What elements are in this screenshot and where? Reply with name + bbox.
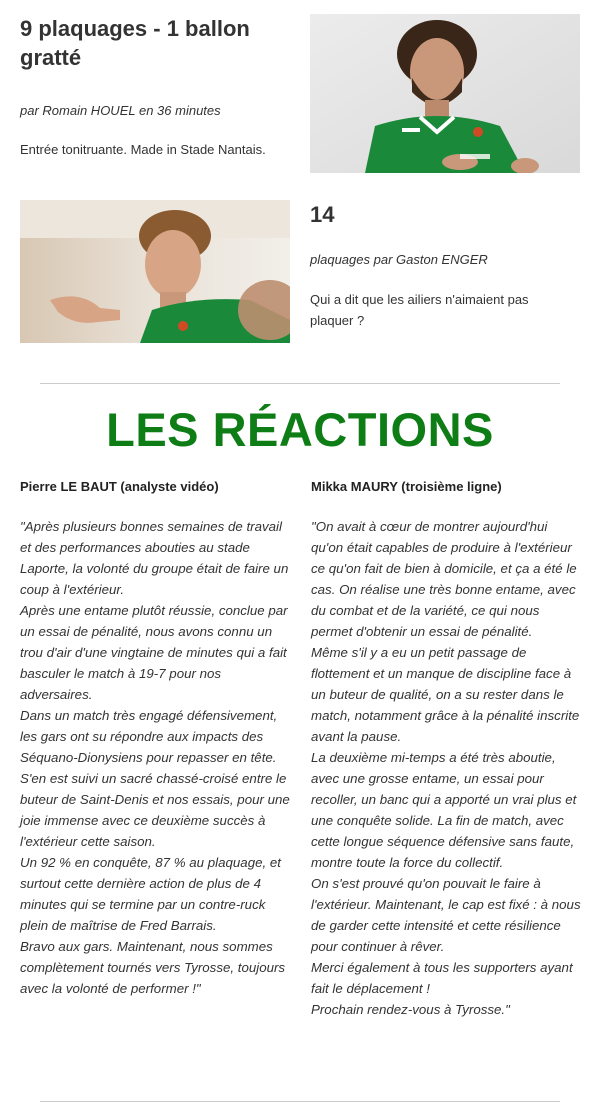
reaction-quote — [20, 516, 292, 999]
stat-byline: par Romain HOUEL en 36 minutes — [20, 103, 221, 118]
quote-paragraph: Dans un match très engagé défensivement, les gars ont su répondre aux impacts des Séquano-Dionysiens pour repasser en tête. S'en est suivi un sacré chassé-croisé entre le buteur de Saint-Denis et nos essais, pour une joie immense avec ce deuxième succès à l'extérieur cette saison. — [20, 708, 290, 849]
player-photo-houel — [310, 14, 580, 173]
reaction-author: Pierre LE BAUT (analyste vidéo) — [20, 479, 219, 494]
stat-byline: plaquages par Gaston ENGER — [310, 252, 488, 267]
quote-paragraph: Prochain rendez-vous à Tyrosse." — [311, 1002, 510, 1017]
stat-description: Entrée tonitruante. Made in Stade Nantais. — [20, 142, 266, 157]
quote-paragraph: Bravo aux gars. Maintenant, nous sommes complètement tournés vers Tyrosse, toujours avec la volonté de performer !" — [20, 939, 286, 996]
section-divider-bottom — [40, 1101, 560, 1102]
reaction-author: Mikka MAURY (troisième ligne) — [311, 479, 502, 494]
quote-paragraph: On s'est prouvé qu'on pouvait le faire à l'extérieur. Maintenant, le cap est fixé : à nous de garder cette intensité et cette résilience pour continuer à rêver. — [311, 876, 581, 954]
reaction-column-left — [20, 478, 292, 999]
quote-paragraph: Même s'il y a eu un petit passage de flottement et un manque de discipline face à un buteur de qualité, on a su rester dans le match, notamment grâce à la pénalité inscrite avant la pause. — [311, 645, 580, 744]
stat-block-houel — [20, 14, 290, 160]
reaction-quote — [311, 516, 583, 1020]
quote-paragraph: La deuxième mi-temps a été très aboutie, avec une grosse entame, un essai pour recoller, un banc qui a apporté un vrai plus et une conquête solide. La fin de match, avec cette longue séquence défensive sans faute, montre toute la force du collectif. — [311, 750, 577, 870]
quote-paragraph: Après une entame plutôt réussie, conclue par un essai de pénalité, nous avons connu un trou d'air d'une vingtaine de minutes qui a fait basculer le match à 19-7 pour nos adversaires. — [20, 603, 288, 702]
player-photo-enger — [20, 200, 290, 343]
quote-paragraph: "On avait à cœur de montrer aujourd'hui qu'on était capables de produire à l'extérieur ce qu'on fait de bien à domicile, et ça a été le cas. On réalise une très bonne entame, avec du combat et de la variété, ce qui nous permet d'obtenir un essai de pénalité. — [311, 519, 577, 639]
reactions-title: LES RÉACTIONS — [106, 403, 494, 456]
quote-paragraph: Un 92 % en conquête, 87 % au plaquage, et surtout cette dernière action de plus de 4 minutes qui se termine par un contre-ruck plein de maîtrise de Fred Barrais. — [20, 855, 281, 933]
section-divider — [40, 383, 560, 384]
stat-description: Qui a dit que les ailiers n'aimaient pas plaquer ? — [310, 292, 529, 328]
quote-paragraph: Merci également à tous les supporters ayant fait le déplacement ! — [311, 960, 573, 996]
reaction-column-right — [311, 478, 583, 1020]
stat-block-enger — [310, 200, 580, 331]
quote-paragraph: "Après plusieurs bonnes semaines de travail et des performances abouties au stade Laporte, la volonté du groupe était de faire un coup à l'extérieur. — [20, 519, 289, 597]
stat-title: 14 — [310, 202, 335, 227]
stat-title: 9 plaquages - 1 ballon gratté — [20, 16, 250, 70]
